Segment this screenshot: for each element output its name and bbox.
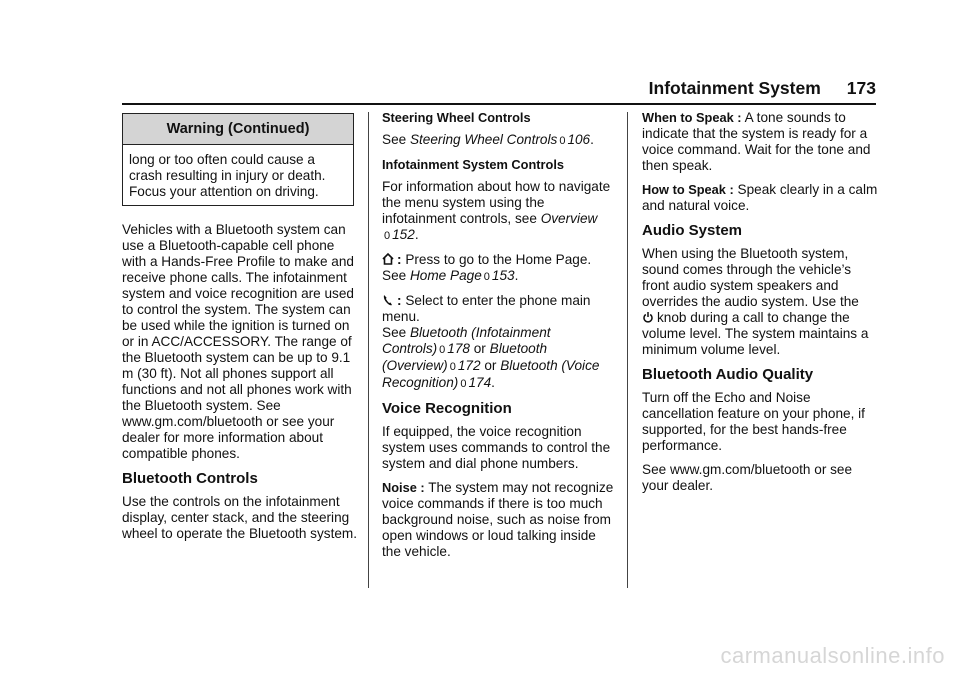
power-knob-icon [642, 310, 654, 324]
steering-wheel-controls-ref: See Steering Wheel Controls 0 106. [382, 132, 594, 147]
voice-recognition-text: If equipped, the voice recognition system uses commands to control the system and dial phone numbers. [382, 424, 611, 471]
infotainment-controls-text: For information about how to navigate the menu system using the infotainment controls, see Overview 0 152. [382, 179, 611, 242]
ref-arrow-icon: 0 [449, 361, 456, 373]
xref-link[interactable]: Bluetooth (Overview) [382, 341, 548, 373]
ref-arrow-icon: 0 [483, 271, 490, 283]
xref-link[interactable]: Bluetooth (Voice Recognition) [382, 358, 600, 390]
home-description: : Press to go to the Home Page. See Home Page 0 153. [382, 252, 592, 283]
column-1 [122, 222, 358, 550]
steering-wheel-controls-heading: Steering Wheel Controls [382, 110, 531, 125]
warning-box [122, 113, 354, 206]
xref-link[interactable]: Home Page [409, 268, 482, 283]
xref-link[interactable]: Overview [540, 211, 598, 226]
audio-system-text: When using the Bluetooth system, sound comes through the vehicle’s front audio system speakers and overrides the audio system. Use the knob during a call to change the volume level. The system maintains a minimum volume level. [642, 246, 869, 357]
noise-note: Noise : The system may not recognize voice commands if there is too much background noise, such as noise from open windows or loud talking inside the vehicle. [382, 480, 614, 559]
xref-link[interactable]: Bluetooth (Infotainment Controls) [382, 325, 551, 356]
bluetooth-intro: Vehicles with a Bluetooth system can use a Bluetooth-capable cell phone with a Hands-Free Profile to make and receive phone calls. The infotainment system and voice recognition are used to control the system. The system can be used while the ignition is turned on or in ACC/ACCESSORY. The range of the Bluetooth system can be up to 9.1 m (30 ft). Not all phones support all functions and not all phones work with the Bluetooth system. See www.gm.com/bluetooth or see your dealer for more information about compatible phones. [122, 222, 354, 461]
ref-arrow-icon: 0 [559, 135, 566, 147]
column-3 [642, 110, 878, 502]
bluetooth-controls-text: Use the controls on the infotainment display, center stack, and the steering wheel to operate the Bluetooth system. [122, 494, 358, 541]
bluetooth-audio-quality-heading: Bluetooth Audio Quality [642, 366, 814, 383]
column-2 [382, 110, 618, 568]
column-divider-2 [627, 112, 628, 588]
ref-arrow-icon: 0 [439, 344, 446, 356]
phone-description: : Select to enter the phone main menu. See Bluetooth (Infotainment Controls) 0 178 or Bluetooth (Overview) 0 172 or Bluetooth (Voice Recognition) 0 174. [382, 293, 600, 390]
when-to-speak: When to Speak : A tone sounds to indicate that the system is ready for a voice command. Wait for the tone and then speak. [642, 110, 871, 173]
page-header [636, 80, 876, 104]
page-ref[interactable]: 106 [567, 132, 591, 147]
page-number: 173 [846, 78, 876, 98]
home-icon [382, 252, 394, 266]
page-ref[interactable]: 172 [457, 358, 481, 373]
infotainment-controls-heading: Infotainment System Controls [382, 157, 565, 172]
page-ref[interactable]: 152 [392, 227, 415, 242]
phone-icon [382, 293, 394, 307]
warning-title: Warning (Continued) [123, 114, 353, 145]
column-divider-1 [368, 112, 369, 588]
audio-system-heading: Audio System [642, 222, 743, 239]
ref-arrow-icon: 0 [384, 230, 391, 242]
page-ref[interactable]: 174 [468, 375, 492, 390]
page-ref[interactable]: 153 [491, 268, 515, 283]
bluetooth-audio-quality-text: Turn off the Echo and Noise cancellation feature on your phone, if supported, for the best hands-free performance. [642, 390, 865, 453]
see-website-text: See www.gm.com/bluetooth or see your dealer. [642, 462, 853, 493]
page-ref[interactable]: 178 [447, 341, 470, 356]
warning-text: long or too often could cause a crash resulting in injury or death. Focus your attention on driving. [129, 152, 326, 199]
bluetooth-controls-heading: Bluetooth Controls [122, 470, 258, 487]
watermark-text: carmanualsonline.info [720, 643, 945, 668]
ref-arrow-icon: 0 [460, 378, 467, 390]
how-to-speak: How to Speak : Speak clearly in a calm and natural voice. [642, 182, 878, 213]
voice-recognition-heading: Voice Recognition [382, 400, 512, 417]
xref-link[interactable]: Steering Wheel Controls [409, 132, 558, 147]
header-rule [122, 103, 876, 105]
section-title: Infotainment System [648, 78, 821, 98]
